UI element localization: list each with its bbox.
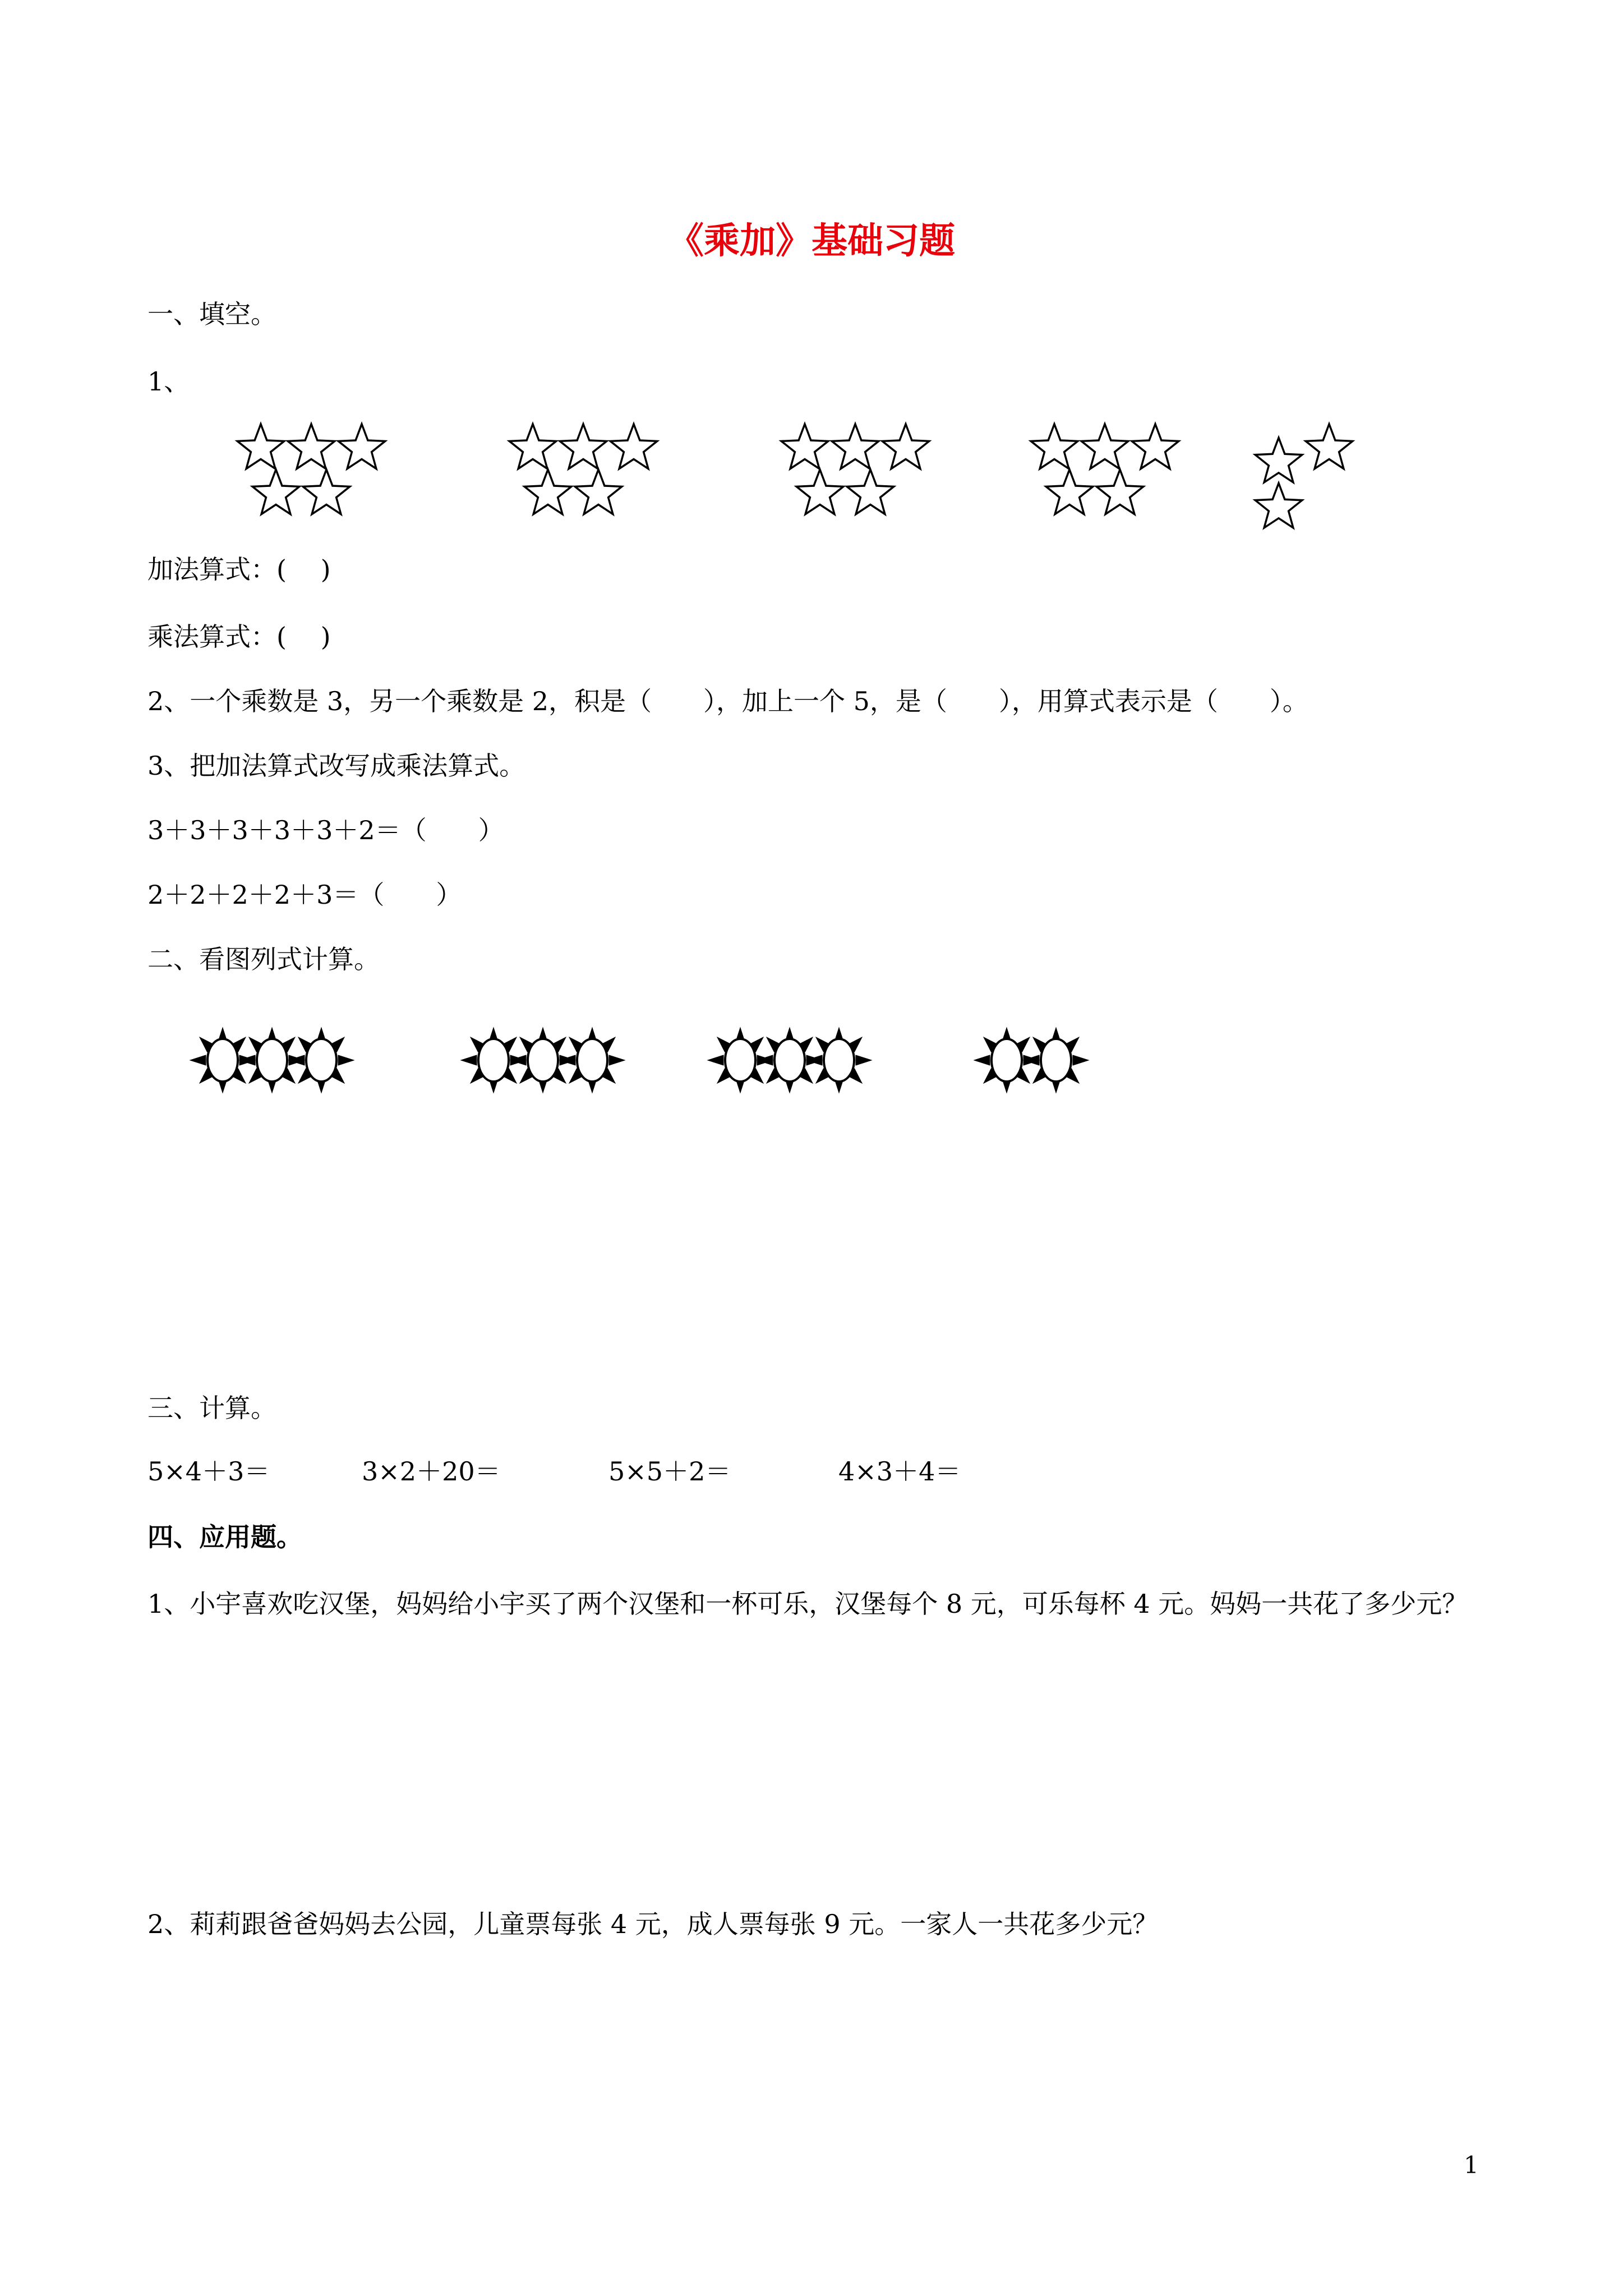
star-icon	[288, 424, 335, 469]
star-icon	[1132, 424, 1179, 469]
word-problem-1: 1、小宇喜欢吃汉堡，妈妈给小宇买了两个汉堡和一杯可乐，汉堡每个 8 元，可乐每杯 4 元。妈妈一共花了多少元？	[147, 1589, 1468, 1619]
sun-icon	[974, 1028, 1039, 1093]
section-one-heading: 一、填空。	[147, 299, 276, 329]
star-group	[509, 424, 657, 514]
section-four-heading: 四、应用题。	[147, 1522, 302, 1552]
sun-icon	[806, 1028, 872, 1093]
star-group	[781, 424, 929, 514]
star-icon	[1046, 470, 1093, 514]
star-icon	[882, 424, 929, 469]
question-3-part-b: 2＋2＋2＋2＋3＝（ ）	[147, 880, 462, 910]
calc-item-1: 5×4＋3＝	[147, 1456, 270, 1487]
star-icon	[1306, 424, 1353, 469]
sun-icon	[510, 1028, 575, 1093]
star-icon	[847, 470, 894, 514]
star-icon	[610, 424, 657, 469]
sun-group	[190, 1028, 354, 1093]
sun-icon	[1023, 1028, 1089, 1093]
section-two-heading: 二、看图列式计算。	[147, 944, 380, 974]
star-group	[237, 424, 385, 514]
worksheet-title: 《乘加》基础习题	[668, 220, 955, 262]
star-group	[1255, 424, 1353, 528]
section-three-heading: 三、计算。	[147, 1393, 276, 1423]
star-icon	[781, 424, 828, 469]
star-icon	[1255, 438, 1302, 482]
sun-group	[974, 1028, 1089, 1093]
calc-item-3: 5×5＋2＝	[608, 1456, 731, 1487]
star-icon	[832, 424, 879, 469]
star-icon	[509, 424, 556, 469]
star-icon	[1255, 483, 1302, 528]
page-number: 1	[1464, 2151, 1479, 2179]
word-problem-2: 2、莉莉跟爸爸妈妈去公园，儿童票每张 4 元，成人票每张 9 元。一家人一共花多少元？	[147, 1909, 1159, 1939]
question-3: 3、把加法算式改写成乘法算式。	[147, 751, 525, 781]
question-1-label: 1、	[147, 366, 190, 397]
addition-expression-prompt: 加法算式：( )	[147, 554, 331, 585]
star-icon	[237, 424, 284, 469]
star-icon	[560, 424, 607, 469]
sun-icon	[190, 1028, 255, 1093]
star-icon	[524, 470, 571, 514]
sun-group	[461, 1028, 625, 1093]
sun-icon	[239, 1028, 305, 1093]
multiplication-expression-prompt: 乘法算式：( )	[147, 622, 331, 652]
sun-icon	[708, 1028, 773, 1093]
star-icon	[1096, 470, 1144, 514]
calc-item-4: 4×3＋4＝	[838, 1456, 961, 1487]
star-group	[1031, 424, 1179, 514]
sun-icon	[757, 1028, 822, 1093]
star-icon	[575, 470, 622, 514]
sun-icon	[289, 1028, 354, 1093]
question-2: 2、一个乘数是 3，另一个乘数是 2，积是（ ），加上一个 5，是（ ），用算式表示是（ ）。	[147, 686, 1308, 716]
sun-icon	[560, 1028, 625, 1093]
star-icon	[338, 424, 385, 469]
star-icon	[1081, 424, 1128, 469]
star-icon	[252, 470, 299, 514]
sun-group	[708, 1028, 872, 1093]
calc-item-2: 3×2＋20＝	[362, 1456, 501, 1487]
star-icon	[1031, 424, 1078, 469]
star-icon	[303, 470, 350, 514]
question-3-part-a: 3＋3＋3＋3＋3＋2＝（ ）	[147, 815, 504, 845]
star-icon	[796, 470, 843, 514]
sun-icon	[461, 1028, 526, 1093]
